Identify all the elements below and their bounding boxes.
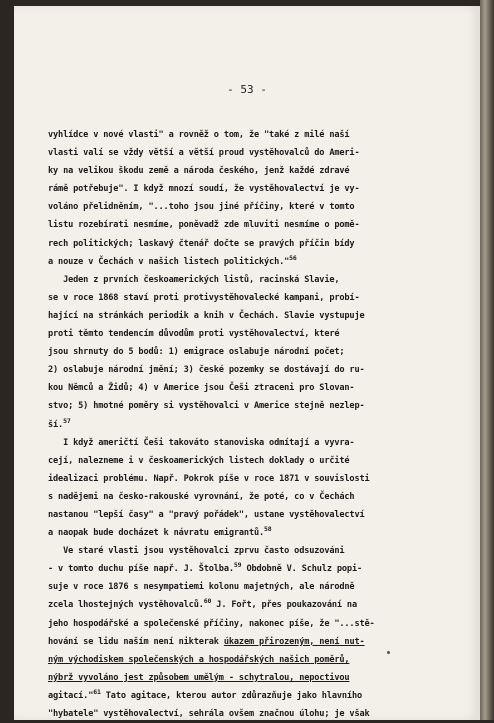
footnote-marker: 61 — [93, 688, 101, 697]
text-line — [48, 307, 420, 325]
line-text: rámě potřebuje". I když mnozí soudí, že vystěhovalectví je vy- — [48, 184, 360, 195]
body-text — [48, 126, 420, 723]
line-text: Ve staré vlasti jsou vystěhovalci zprvu často odsuzováni — [48, 546, 345, 557]
line-text: s nadějemi na česko-rakouské vyrovnání, že poté, co v Čechách — [48, 491, 355, 502]
line-text: rech politických; laskavý čtenář dočte se pravých příčin bídy — [48, 238, 355, 249]
text-line — [48, 162, 420, 180]
text-line — [48, 470, 420, 488]
footnote-marker: 58 — [264, 525, 272, 534]
text-line — [48, 615, 420, 633]
line-text: zcela lhostejných vystěhovalců. — [48, 600, 204, 611]
line-text: kou Němců a Židů; 4) v Americe jsou Češi ztraceni pro Slovan- — [48, 383, 355, 394]
line-text: I když američtí Češi takováto stanoviska odmítají a vyvra- — [48, 437, 355, 448]
footnote-marker: 60 — [203, 597, 212, 606]
line-text: agitací." — [48, 690, 94, 701]
text-line — [48, 289, 420, 307]
text-line — [48, 596, 420, 614]
line-text: voláno přelidněním, "...toho jsou jiné příčiny, které v tomto — [48, 202, 355, 213]
text-line — [48, 705, 420, 723]
footnote-marker: 57 — [63, 416, 71, 425]
line-text: "hybatele" vystěhovalectví, sehrála ovšem značnou úlohu; je však — [48, 709, 370, 719]
text-line — [48, 687, 420, 705]
line-text: suje v roce 1876 s nesympatiemi kolonu majetných, ale národně — [48, 582, 355, 593]
text-line — [48, 235, 420, 253]
text-line — [48, 578, 420, 596]
text-line — [48, 126, 420, 144]
line-text: Obdobně V. Schulz popi- — [241, 564, 362, 575]
underlined-text: ným východiskem společenských a hospodářských našich poměrů, — [48, 654, 350, 665]
text-line — [48, 416, 420, 434]
underlined-text: úkazem přirozeným, není nut- — [223, 636, 365, 647]
book-page — [14, 6, 480, 720]
text-line — [48, 524, 420, 542]
footnote-marker: 56 — [289, 253, 297, 262]
page-number: - 53 - — [227, 83, 267, 96]
line-text: listu rozebírati nesmíme, poněvadž zde mluviti nesmíme o pomě- — [48, 220, 360, 231]
line-text: stvo; 5) hmotné poměry si vystěhovalci v Americe stejně nezlep- — [48, 401, 365, 412]
line-text: - v tomto duchu píše např. J. Štolba. — [48, 564, 234, 575]
text-line — [48, 180, 420, 198]
text-line — [48, 253, 420, 271]
line-text: vlasti valí se vždy větší a větší proud vystěhovalců do Ameri- — [48, 148, 360, 159]
text-line — [48, 488, 420, 506]
text-line — [48, 434, 420, 452]
text-line — [48, 452, 420, 470]
ink-speck — [387, 651, 390, 654]
text-line — [48, 506, 420, 524]
text-line — [48, 651, 420, 669]
text-line — [48, 271, 420, 289]
line-text: hování se lidu naším není nikterak — [48, 636, 224, 647]
line-text: nastanou "lepší časy" a "pravý pořádek", ustane vystěhovalectví — [48, 509, 365, 520]
text-line — [48, 325, 420, 343]
text-line — [48, 343, 420, 361]
line-text: hající na stránkách periodik a knih v Čechách. Slavie vystupuje — [48, 310, 365, 321]
line-text: cejí, nalezneme i v českoamerických listech doklady o určité — [48, 455, 350, 466]
line-text: Jeden z prvních českoamerických listů, racinská Slavie, — [48, 274, 340, 285]
text-line — [48, 542, 420, 560]
line-text: vyhlídce v nové vlasti" a rovněž o tom, že "také z milé naší — [48, 130, 350, 140]
line-text: 2) oslabuje národní jmění; 3) české pozemky se dostávají do ru- — [48, 365, 365, 376]
book-spine — [480, 0, 494, 720]
text-line — [48, 560, 420, 578]
line-text: a naopak bude docházet k návratu emigrantů. — [48, 528, 265, 539]
line-text: ky na velikou škodu země a národa českého, jenž každé zdravé — [48, 166, 350, 177]
text-line — [48, 216, 420, 234]
line-text: jsou shrnuty do 5 bodů: 1) emigrace oslabuje národní počet; — [48, 347, 345, 358]
line-text: jeho hospodářské a společenské příčiny, nakonec píše, že "...stě- — [48, 618, 375, 629]
text-line — [48, 361, 420, 379]
footnote-marker: 59 — [233, 561, 242, 570]
underlined-text: nýbrž vyvoláno jest způsobem umělým - schytralou, nepoctivou — [48, 672, 350, 683]
text-line — [48, 633, 420, 651]
text-line — [48, 144, 420, 162]
text-line — [48, 379, 420, 397]
text-line — [48, 397, 420, 415]
text-line — [48, 198, 420, 216]
line-text: Tato agitace, kterou autor zdůrazňuje jako hlavního — [100, 690, 362, 701]
line-text: J. Fořt, přes poukazování na — [211, 600, 357, 611]
line-text: proti těmto tendencím důvodům proti vystěhovalectví, které — [48, 329, 340, 340]
line-text: ší. — [48, 419, 64, 430]
line-text: se v roce 1868 staví proti protivystěhovalecké kampani, probí- — [48, 292, 360, 303]
line-text: a nouze v Čechách v našich listech politických." — [48, 256, 290, 267]
text-line — [48, 669, 420, 687]
line-text: idealizaci problému. Např. Pokrok píše v roce 1871 v souvislosti — [48, 473, 370, 484]
